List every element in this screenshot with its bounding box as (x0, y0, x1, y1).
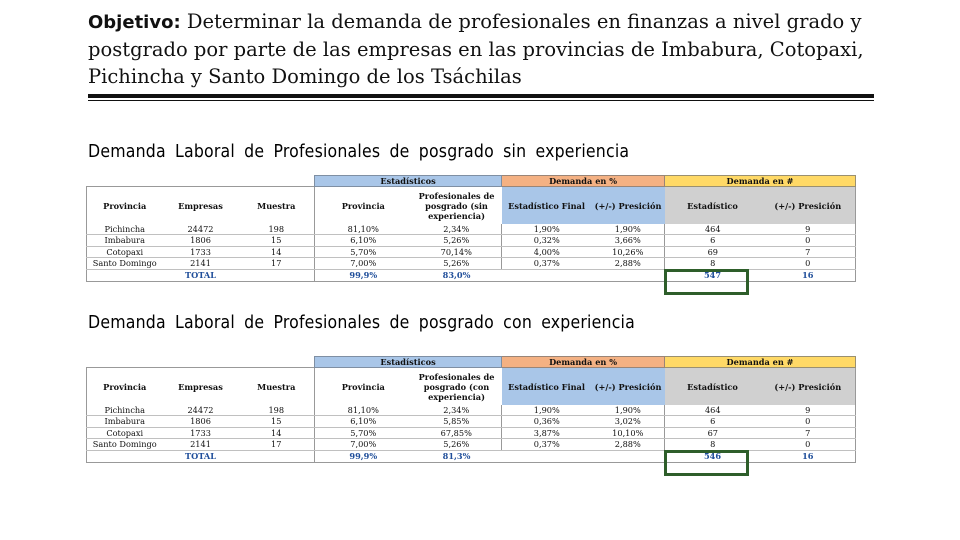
cell: 1,90% (592, 224, 665, 235)
cell: 1733 (163, 427, 239, 438)
cell: 0,37% (502, 439, 592, 450)
highlight-box (664, 269, 749, 295)
group-demanda-num: Demanda en # (665, 357, 856, 368)
cell: 16 (761, 269, 856, 281)
cell: 69 (665, 246, 761, 257)
cell: 24472 (163, 405, 239, 416)
col-header-estadistico-final: Estadístico Final (502, 368, 592, 406)
group-estadisticos: Estadísticos (315, 176, 502, 187)
cell: 464 (665, 405, 761, 416)
cell: 2,88% (592, 439, 665, 450)
cell: 7,00% (315, 439, 412, 450)
cell (592, 450, 665, 462)
cell: 17 (239, 439, 315, 450)
col-header-precision-pct: (+/-) Presición (592, 187, 665, 225)
cell (87, 269, 163, 281)
cell: 83,0% (412, 269, 502, 281)
table-1-title: Demanda Laboral de Profesionales de posgrado sin experiencia (88, 142, 630, 162)
col-header-provincia: Provincia (87, 368, 163, 406)
group-demanda-pct: Demanda en % (502, 357, 665, 368)
thin-divider (88, 100, 874, 101)
col-header-profesionales: Profesionales de posgrado (sin experiencia) (412, 187, 502, 225)
col-header-empresas: Empresas (163, 368, 239, 406)
table-row (87, 246, 856, 257)
cell: 5,70% (315, 246, 412, 257)
cell: 2,34% (412, 405, 502, 416)
cell: Cotopaxi (87, 246, 163, 257)
col-header-precision-num: (+/-) Presición (761, 187, 856, 225)
cell: 5,70% (315, 427, 412, 438)
cell: 5,26% (412, 439, 502, 450)
cell: 7,00% (315, 258, 412, 269)
table-2 (86, 356, 855, 463)
cell (592, 269, 665, 281)
cell: 9 (761, 224, 856, 235)
total-estadistico: 546 (665, 450, 761, 462)
cell: 6 (665, 416, 761, 427)
table-2-title: Demanda Laboral de Profesionales de posgrado con experiencia (88, 313, 635, 333)
col-header-precision-num: (+/-) Presición (761, 368, 856, 406)
cell: 67,85% (412, 427, 502, 438)
table-row (87, 427, 856, 438)
col-header-muestra: Muestra (239, 187, 315, 225)
cell: 81,3% (412, 450, 502, 462)
cell: 2141 (163, 258, 239, 269)
cell: 2141 (163, 439, 239, 450)
cell: 5,26% (412, 258, 502, 269)
cell: 6,10% (315, 235, 412, 246)
cell: 10,26% (592, 246, 665, 257)
cell: 24472 (163, 224, 239, 235)
cell: 3,87% (502, 427, 592, 438)
cell: 198 (239, 405, 315, 416)
table-row (87, 405, 856, 416)
cell: 81,10% (315, 224, 412, 235)
total-label: TOTAL (163, 450, 239, 462)
group-demanda-num: Demanda en # (665, 176, 856, 187)
cell: 0 (761, 439, 856, 450)
cell: 99,9% (315, 269, 412, 281)
cell: 4,00% (502, 246, 592, 257)
cell: 0,37% (502, 258, 592, 269)
col-header-precision-pct: (+/-) Presición (592, 368, 665, 406)
cell: 8 (665, 258, 761, 269)
col-header-empresas: Empresas (163, 187, 239, 225)
cell: 7 (761, 246, 856, 257)
cell: 81,10% (315, 405, 412, 416)
cell: 17 (239, 258, 315, 269)
cell: 70,14% (412, 246, 502, 257)
cell: 0,32% (502, 235, 592, 246)
cell: Imbabura (87, 235, 163, 246)
cell: Santo Domingo (87, 439, 163, 450)
cell (239, 269, 315, 281)
cell: 99,9% (315, 450, 412, 462)
cell: Santo Domingo (87, 258, 163, 269)
cell: Pichincha (87, 224, 163, 235)
cell (502, 450, 592, 462)
highlight-box (664, 450, 749, 476)
cell: 2,88% (592, 258, 665, 269)
cell: 1806 (163, 235, 239, 246)
cell: Cotopaxi (87, 427, 163, 438)
cell: 6,10% (315, 416, 412, 427)
group-demanda-pct: Demanda en % (502, 176, 665, 187)
cell: 15 (239, 416, 315, 427)
cell: 3,66% (592, 235, 665, 246)
objective-text (88, 8, 888, 90)
cell (239, 450, 315, 462)
group-estadisticos: Estadísticos (315, 357, 502, 368)
total-label: TOTAL (163, 269, 239, 281)
col-header-provincia: Provincia (87, 187, 163, 225)
cell: 1,90% (592, 405, 665, 416)
table-row (87, 224, 856, 235)
cell: 1,90% (502, 224, 592, 235)
col-header-estadistico-final: Estadístico Final (502, 187, 592, 225)
col-header-provincia-pct: Provincia (315, 368, 412, 406)
cell: 1733 (163, 246, 239, 257)
cell: 0 (761, 416, 856, 427)
col-header-estadistico: Estadístico (665, 187, 761, 225)
cell: 2,34% (412, 224, 502, 235)
col-header-provincia-pct: Provincia (315, 187, 412, 225)
objective-body: Determinar la demanda de profesionales en finanzas a nivel grado y postgrado por parte de las empresas en las provincias de Imbabura, Cotopaxi, Pichincha y Santo Domingo de los Tsáchilas (88, 10, 864, 88)
cell: 1,90% (502, 405, 592, 416)
cell: Pichincha (87, 405, 163, 416)
col-header-estadistico: Estadístico (665, 368, 761, 406)
cell: 8 (665, 439, 761, 450)
cell: 16 (761, 450, 856, 462)
table-1 (86, 175, 855, 282)
cell: Imbabura (87, 416, 163, 427)
table-row (87, 258, 856, 269)
cell: 198 (239, 224, 315, 235)
cell: 14 (239, 427, 315, 438)
cell: 0,36% (502, 416, 592, 427)
cell: 67 (665, 427, 761, 438)
thick-divider (88, 94, 874, 98)
cell: 9 (761, 405, 856, 416)
cell: 5,26% (412, 235, 502, 246)
total-estadistico: 547 (665, 269, 761, 281)
cell: 6 (665, 235, 761, 246)
cell (87, 450, 163, 462)
objective-label: Objetivo: (88, 12, 181, 33)
col-header-profesionales: Profesionales de posgrado (con experiencia) (412, 368, 502, 406)
table-row (87, 439, 856, 450)
cell (502, 269, 592, 281)
cell: 464 (665, 224, 761, 235)
cell: 5,85% (412, 416, 502, 427)
cell: 3,02% (592, 416, 665, 427)
table-row (87, 235, 856, 246)
table-row (87, 416, 856, 427)
cell: 14 (239, 246, 315, 257)
cell: 10,10% (592, 427, 665, 438)
cell: 15 (239, 235, 315, 246)
col-header-muestra: Muestra (239, 368, 315, 406)
cell: 1806 (163, 416, 239, 427)
cell: 0 (761, 235, 856, 246)
cell: 0 (761, 258, 856, 269)
cell: 7 (761, 427, 856, 438)
